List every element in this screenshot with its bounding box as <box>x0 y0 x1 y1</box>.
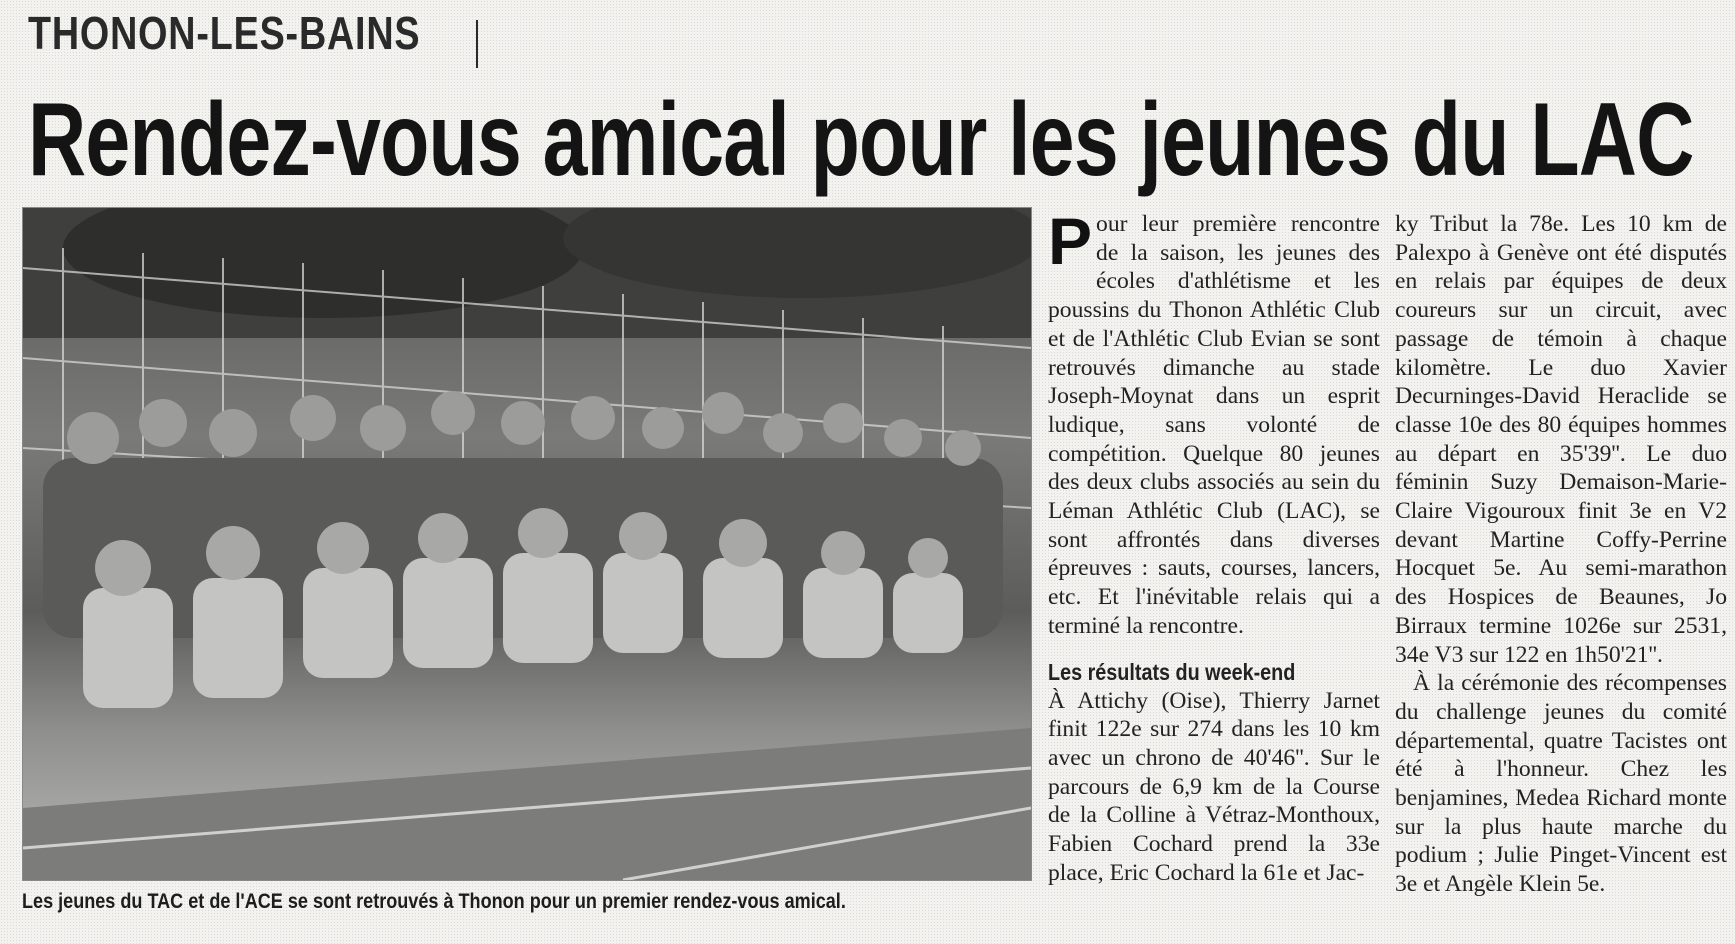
lead-paragraph <box>1048 204 1380 641</box>
group-photo <box>22 207 1032 881</box>
article-column-2 <box>1395 210 1727 899</box>
lead-paragraph-text: our leur première rencontre de la saison, les jeunes des écoles d'athlétisme et les poussins du Thonon Athlétic Club et de l'Athlétic Club Evian se sont retrouvés dimanche au stade Joseph-Moynat dans un esprit ludique, sans volonté de compétition. Quelque 80 jeunes des deux clubs associés au sein du Léman Athlétic Club (LAC), se sont affrontés dans diverses épreuves : sauts, courses, lancers, etc. Et l'inévitable relais qui a terminé la rencontre. <box>1048 211 1380 639</box>
ceremony-paragraph: À la cérémonie des récompenses du challenge jeunes du comité départemental, quatre Tacistes ont été à l'honneur. Chez les benjamines, Medea Richard monte sur la plus haute marche du podium ; Julie Pinget-Vincent est 3e et Angèle Klein 5e. <box>1395 670 1727 898</box>
photo-caption: Les jeunes du TAC et de l'ACE se sont retrouvés à Thonon pour un premier rendez-vous amical. <box>22 890 846 913</box>
article-column-1 <box>1048 204 1380 887</box>
section-kicker: THONON-LES-BAINS <box>28 7 421 59</box>
article-headline: Rendez-vous amical pour les jeunes du LAC <box>28 82 1694 198</box>
group-photo-illustration <box>23 208 1031 880</box>
results-subhead: Les résultats du week-end <box>1048 658 1296 685</box>
results-continued-paragraph: ky Tribut la 78e. Les 10 km de Palexpo à Genève ont été disputés en relais par équipes de deux coureurs sur un circuit, avec passage de témoin à chaque kilomètre. Le duo Xavier Decurninges-David Heraclide se classe 10e des 80 équipes hommes au départ en 35'39''. Le duo féminin Suzy Demaison-Marie-Claire Vigouroux finit 3e en V2 devant Martine Coffy-Perrine Hocquet 5e. Au semi-marathon des Hospices de Beaunes, Jo Birraux termine 1026e sur 2531, 34e V3 sur 122 en 1h50'21''. <box>1395 211 1727 668</box>
drop-cap: P <box>1048 204 1093 278</box>
results-paragraph: À Attichy (Oise), Thierry Jarnet finit 122e sur 274 dans les 10 km avec un chrono de 40'46''. Sur le parcours de 6,9 km de la Course de la Colline à Vétraz-Monthoux, Fabien Cochard prend la 33e place, Eric Cochard la 61e et Jac- <box>1048 687 1380 886</box>
kicker-divider <box>476 20 478 68</box>
